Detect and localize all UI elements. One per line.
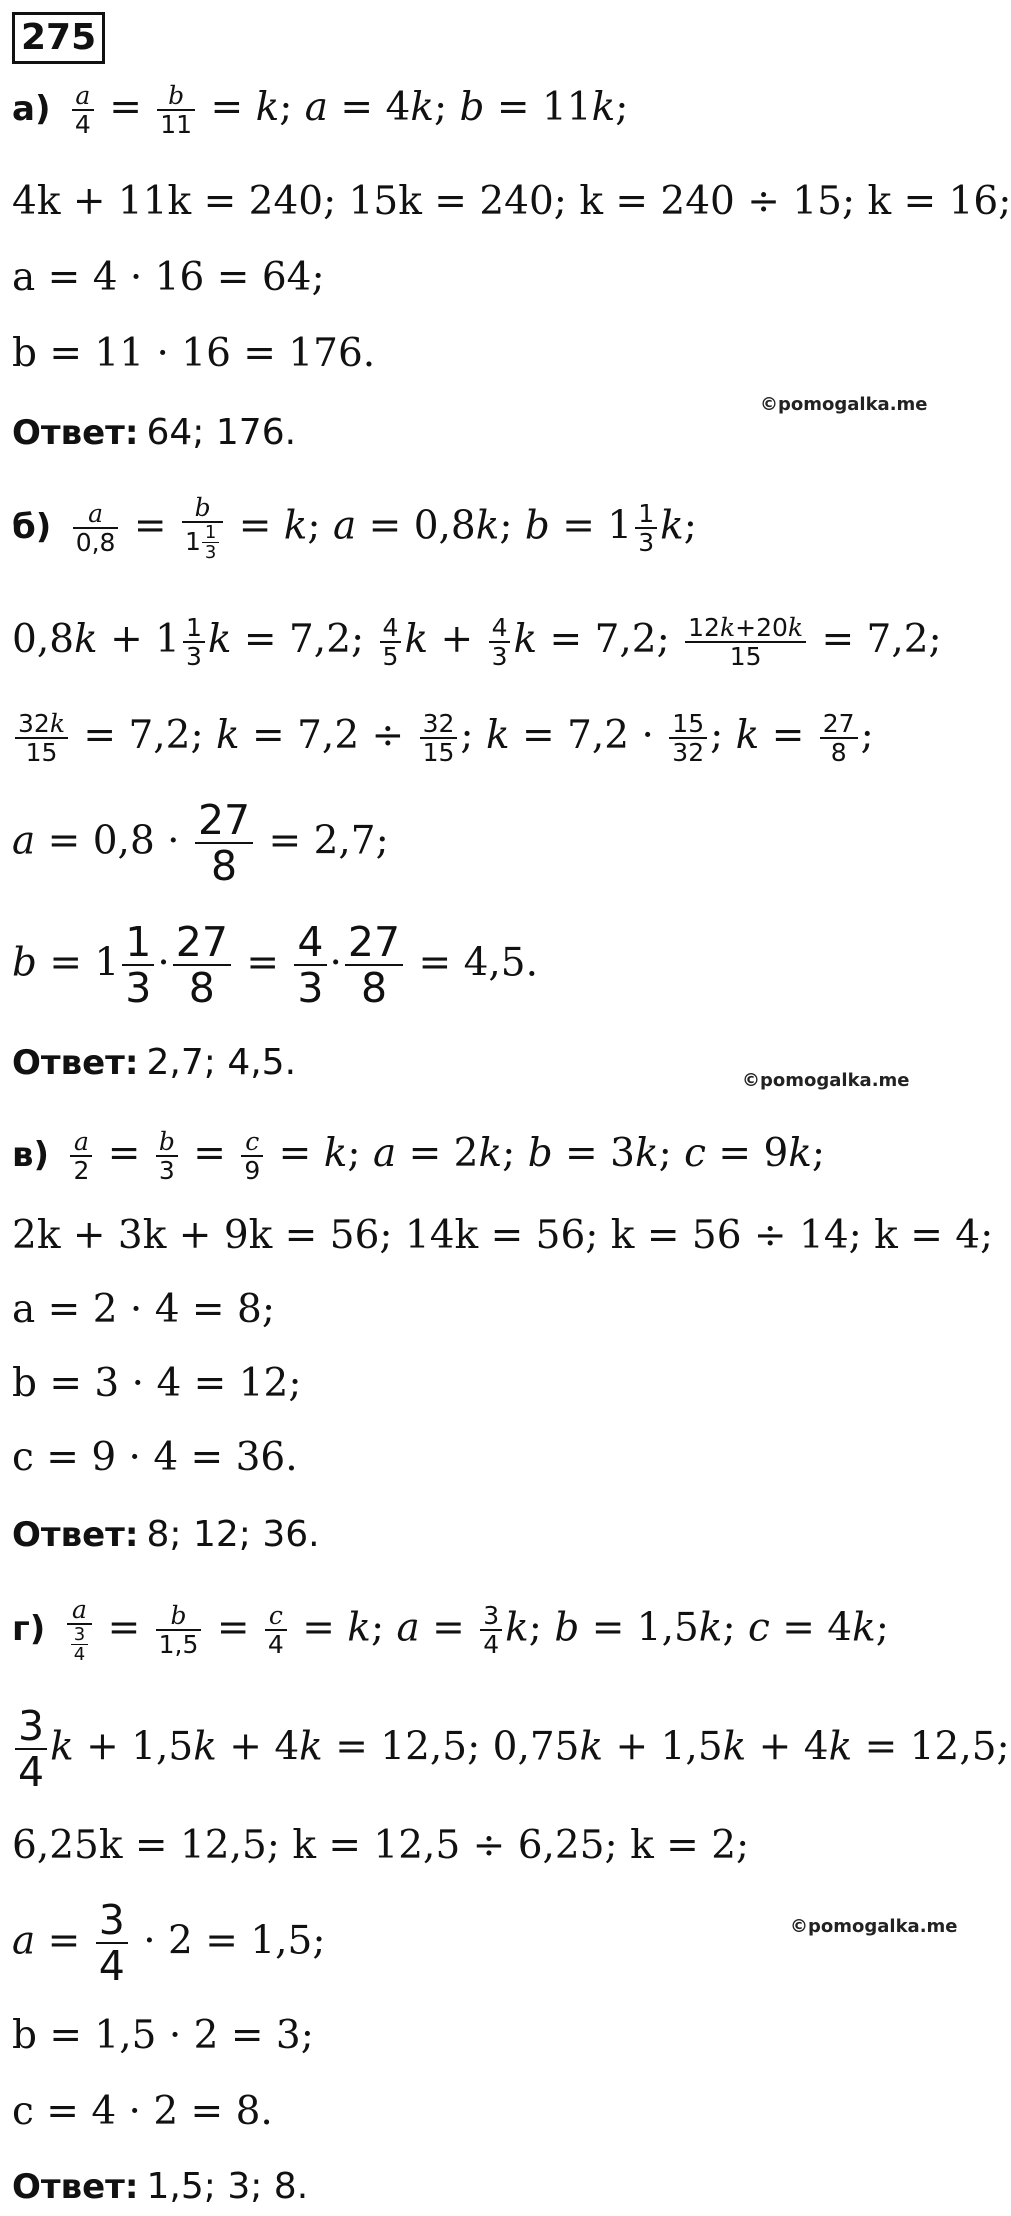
part-b-step-2: $\frac{32k}{15}$ = 7,2; k = 7,2 ÷ $\frac{32}{15}$ ; k = 7,2 · $\frac{15}{32}$ ; k = $\frac{27}{8}$ ; bbox=[12, 710, 874, 766]
watermark: ©pomogalka.me bbox=[790, 1916, 958, 1937]
part-g-header: г) $\frac{a}{\frac{3}{4}}$ = $\frac{b}{1,5}$ = $\frac{c}{4}$ = k; a = $\frac{3}{4}$ k; b = 1,5k; c = 4k; bbox=[12, 1595, 889, 1666]
part-g-step-3: a = $\frac{3}{4}$ · 2 = 1,5; bbox=[12, 1896, 326, 1991]
answer-label: Ответ: bbox=[12, 2167, 139, 2207]
part-a-label: а) bbox=[12, 89, 51, 129]
part-v-step-2: a = 2 · 4 = 8; bbox=[12, 1287, 275, 1332]
part-a-step-2: a = 4 · 16 = 64; bbox=[12, 255, 325, 300]
part-b-step-1: 0,8k + 1 $\frac{1}{3}$ k = 7,2; $\frac{4}{5}$ k + $\frac{4}{3}$ k = 7,2; $\frac{12k+20k}{15}$ = 7,2; bbox=[12, 613, 942, 671]
part-b-answer bbox=[12, 1042, 296, 1081]
part-b-header: б) $\frac{a}{0,8}$ = b 1 $\frac{1}{3}$ = k; a = 0,8k; b = 1 $\frac{1}{3}$ k; bbox=[12, 493, 697, 564]
part-g-step-1: $\frac{3}{4}$ k + 1,5k + 4k = 12,5; 0,75k + 1,5k + 4k = 12,5; bbox=[12, 1704, 1010, 1795]
part-a-answer-value: 64; 176. bbox=[146, 412, 297, 453]
answer-label: Ответ: bbox=[12, 1043, 139, 1083]
part-a-step-3: b = 11 · 16 = 176. bbox=[12, 331, 376, 376]
part-g-answer bbox=[12, 2166, 308, 2205]
part-g-answer-value: 1,5; 3; 8. bbox=[146, 2166, 309, 2207]
part-b-step-3: a = 0,8 · $\frac{27}{8}$ = 2,7; bbox=[12, 796, 389, 891]
part-b-label: б) bbox=[12, 507, 52, 548]
part-g-step-5: c = 4 · 2 = 8. bbox=[12, 2089, 273, 2134]
part-g-step-2: 6,25k = 12,5; k = 12,5 ÷ 6,25; k = 2; bbox=[12, 1823, 750, 1868]
part-g-label: г) bbox=[12, 1609, 46, 1650]
part-v-answer-value: 8; 12; 36. bbox=[146, 1514, 320, 1555]
task-number: 275 bbox=[12, 12, 105, 64]
part-v-answer bbox=[12, 1514, 320, 1553]
part-v-header: в) $\frac{a}{2}$ = $\frac{b}{3}$ = $\frac{c}{9}$ = k; a = 2k; b = 3k; c = 9k; bbox=[12, 1127, 826, 1185]
part-v-label: в) bbox=[12, 1135, 50, 1175]
part-a-header: а) $\frac{a}{4}$ = $\frac{b}{11}$ = k; a = 4k; b = 11k; bbox=[12, 81, 629, 139]
part-g-step-4: b = 1,5 · 2 = 3; bbox=[12, 2013, 314, 2058]
watermark: ©pomogalka.me bbox=[742, 1070, 910, 1091]
part-v-step-4: c = 9 · 4 = 36. bbox=[12, 1435, 298, 1480]
answer-label: Ответ: bbox=[12, 413, 139, 453]
part-v-step-1: 2k + 3k + 9k = 56; 14k = 56; k = 56 ÷ 14; k = 4; bbox=[12, 1213, 994, 1258]
part-a-answer bbox=[12, 412, 296, 451]
part-b-step-4: b = 1 $\frac{1}{3}$ · $\frac{27}{8}$ = $\frac{4}{3}$ · $\frac{27}{8}$ = 4,5. bbox=[12, 918, 538, 1013]
part-v-step-3: b = 3 · 4 = 12; bbox=[12, 1361, 302, 1406]
part-a-step-1: 4k + 11k = 240; 15k = 240; k = 240 ÷ 15; k = 16; bbox=[12, 179, 1011, 224]
watermark: ©pomogalka.me bbox=[760, 394, 928, 415]
part-b-answer-value: 2,7; 4,5. bbox=[146, 1042, 297, 1083]
answer-label: Ответ: bbox=[12, 1515, 139, 1555]
